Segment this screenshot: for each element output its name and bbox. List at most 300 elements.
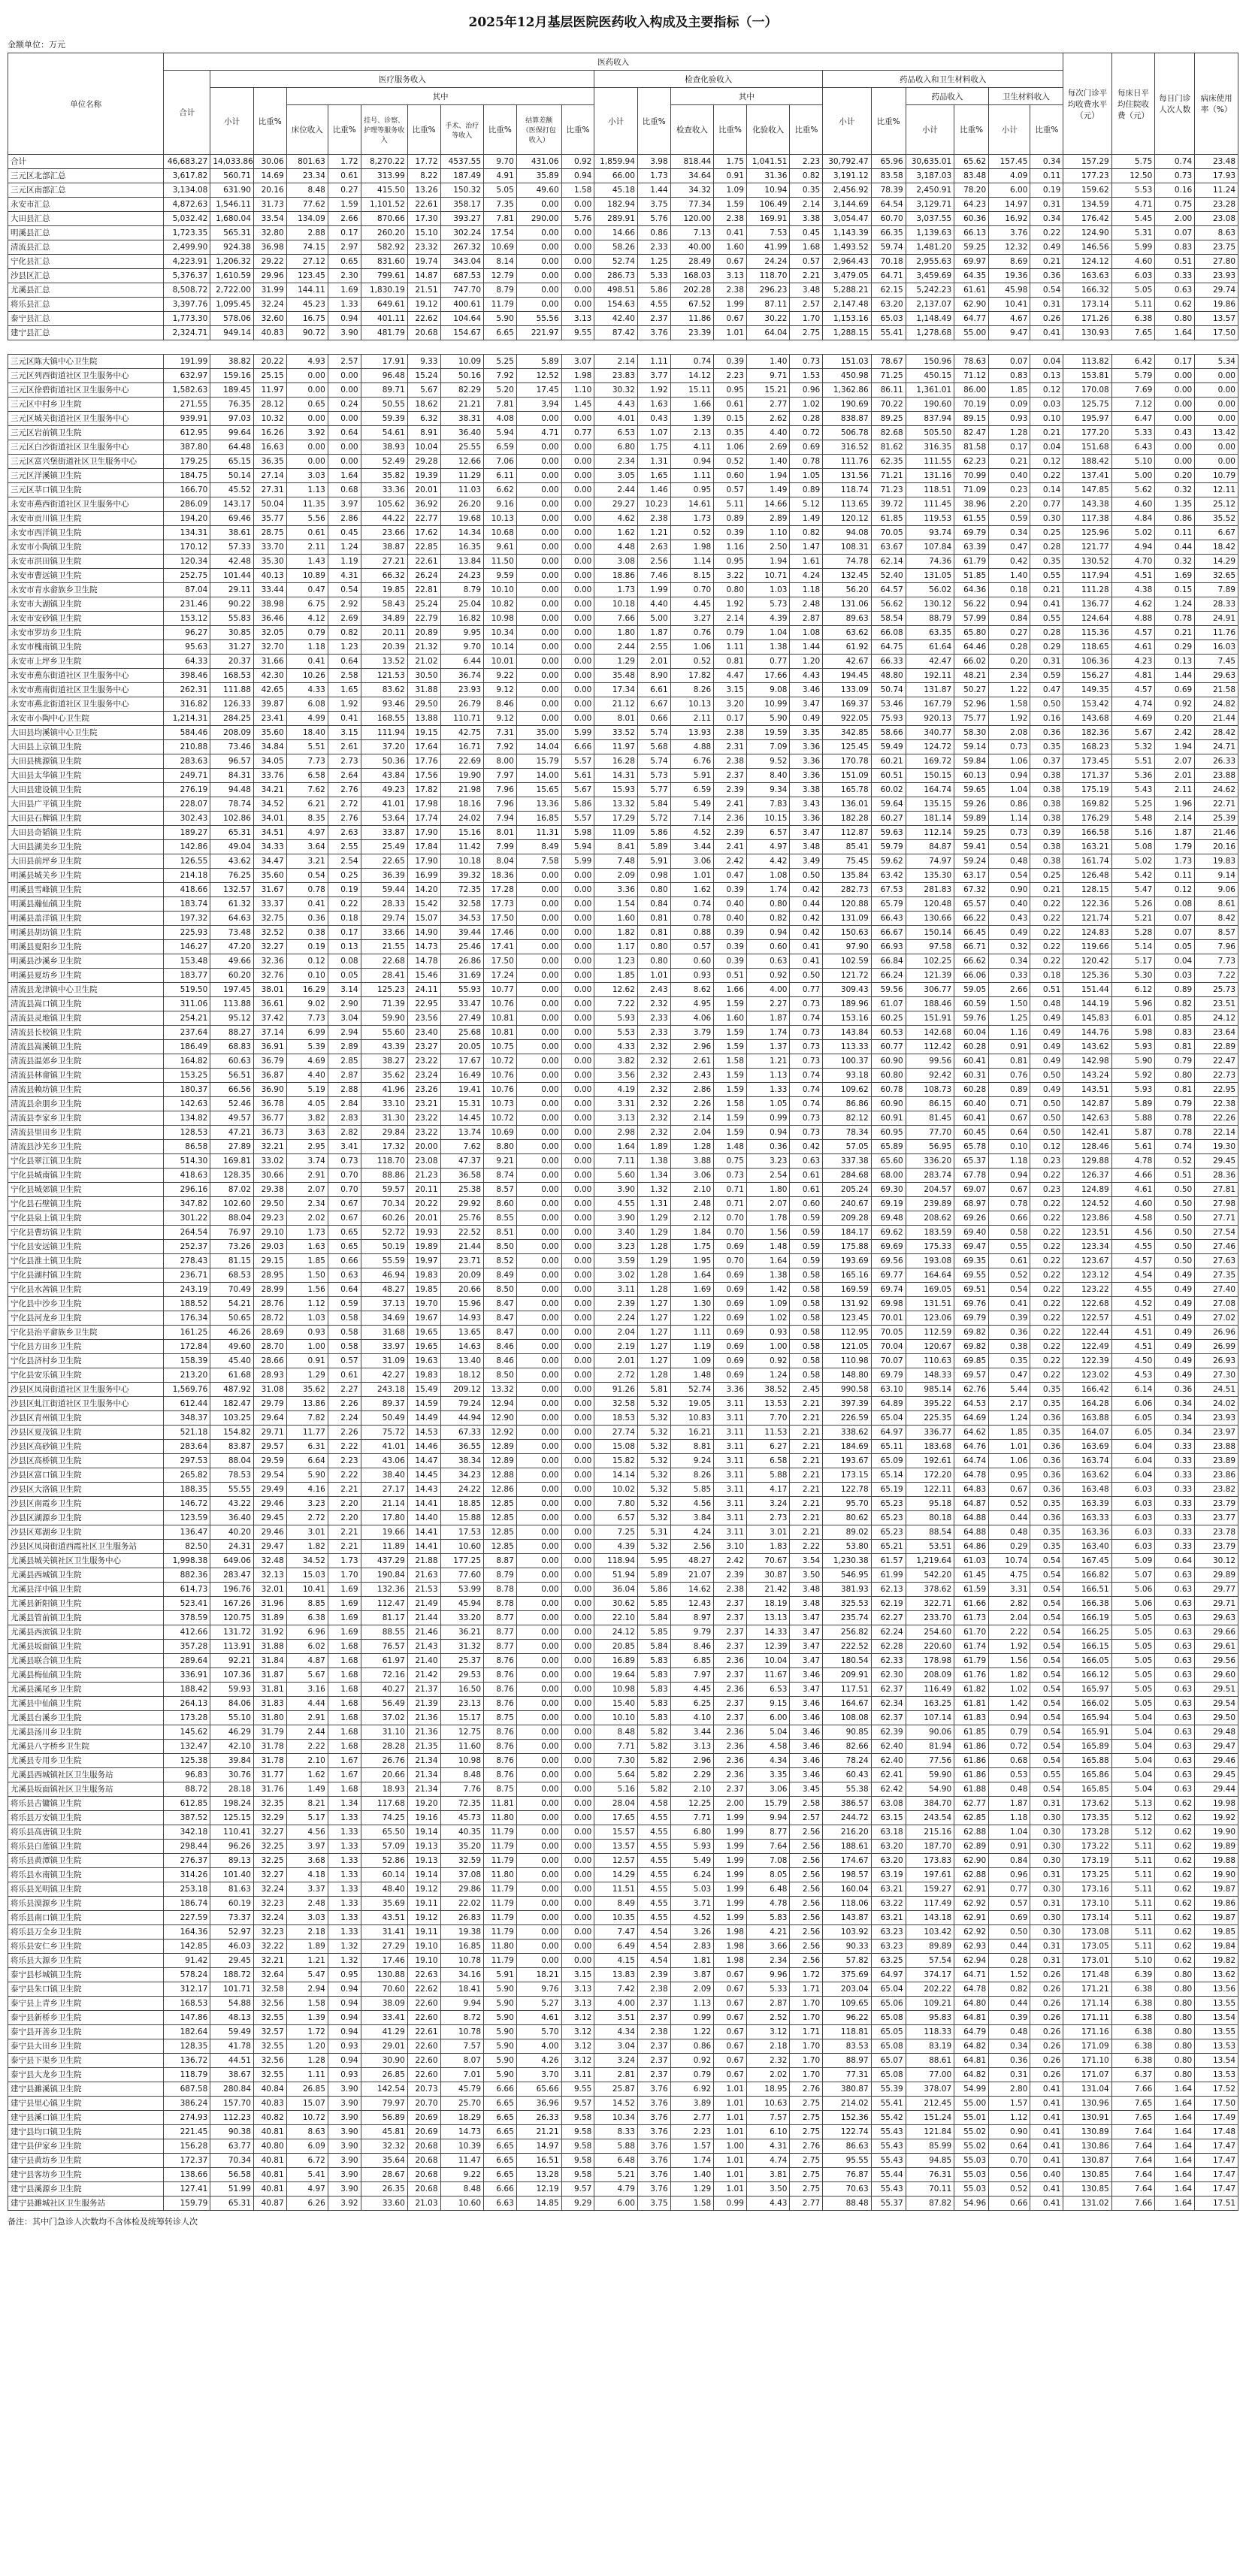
value-cell: 226.59: [823, 1411, 871, 1426]
value-cell: 0.00: [516, 1111, 561, 1126]
value-cell: 0.54: [989, 1283, 1030, 1297]
unit-name-cell: 泰宁县杉城镇卫生院: [8, 1968, 164, 1982]
value-cell: 0.00: [561, 298, 594, 312]
value-cell: 1.14: [670, 555, 714, 569]
value-cell: 95.70: [823, 1497, 871, 1511]
value-cell: 2.90: [328, 997, 361, 1011]
value-cell: 8.41: [594, 840, 638, 854]
value-cell: 65.23: [871, 1511, 906, 1525]
value-cell: 271.55: [164, 398, 210, 412]
value-cell: 25.70: [440, 2097, 484, 2111]
value-cell: 5.33: [1111, 426, 1155, 440]
value-cell: 0.00: [516, 483, 561, 497]
value-cell: 284.25: [210, 712, 254, 726]
value-cell: 4.84: [1111, 512, 1155, 526]
value-cell: 1.23: [328, 640, 361, 655]
value-cell: 1.28: [637, 1240, 670, 1254]
value-cell: 17.54: [484, 226, 517, 240]
unit-name-cell: 永安市洪田镇卫生院: [8, 555, 164, 569]
unit-name-cell: 尤溪县西城镇卫生院: [8, 1568, 164, 1583]
value-cell: 1.73: [637, 169, 670, 183]
value-cell: 387.80: [164, 440, 210, 455]
value-cell: 164.74: [906, 783, 954, 797]
value-cell: 57.82: [823, 1954, 871, 1968]
value-cell: 101.40: [210, 1868, 254, 1882]
value-cell: 4.53: [1111, 1368, 1155, 1383]
value-cell: 3.49: [790, 854, 823, 869]
value-cell: 2.02: [286, 1211, 328, 1226]
value-cell: 283.47: [210, 1568, 254, 1583]
value-cell: 54.21: [210, 1297, 254, 1311]
value-cell: 19.89: [407, 1240, 440, 1254]
value-cell: 0.00: [516, 455, 561, 469]
value-cell: 3.43: [790, 797, 823, 812]
value-cell: 0.50: [1155, 1197, 1195, 1211]
value-cell: 29.86: [440, 1882, 484, 1897]
value-cell: 0.00: [561, 1640, 594, 1654]
value-cell: 0.63: [1155, 1583, 1195, 1597]
value-cell: 84.06: [210, 1697, 254, 1711]
value-cell: 2.61: [670, 1054, 714, 1069]
value-cell: 33.10: [361, 1097, 407, 1111]
table-row: [8, 1583, 1238, 1597]
value-cell: 2.41: [714, 840, 747, 854]
value-cell: 2.23: [790, 155, 823, 169]
value-cell: 3.31: [989, 1583, 1030, 1597]
value-cell: 5.67: [561, 783, 594, 797]
value-cell: 34.84: [253, 740, 286, 754]
value-cell: 1.78: [746, 1211, 790, 1226]
value-cell: 29.64: [253, 1411, 286, 1426]
value-cell: 1.80: [746, 1183, 790, 1197]
value-cell: 14.45: [440, 1111, 484, 1126]
value-cell: 90.72: [286, 326, 328, 340]
value-cell: 125.15: [210, 1811, 254, 1825]
value-cell: 61.03: [954, 1554, 989, 1568]
value-cell: 31.08: [253, 1383, 286, 1397]
value-cell: 14.73: [440, 2125, 484, 2139]
value-cell: 159.79: [164, 2197, 210, 2211]
value-cell: 18.29: [440, 2111, 484, 2125]
value-cell: 2.22: [790, 1540, 823, 1554]
value-cell: 31.41: [361, 1925, 407, 1940]
value-cell: 0.36: [989, 1326, 1030, 1340]
value-cell: 0.94: [328, 1997, 361, 2011]
value-cell: 169.59: [823, 1283, 871, 1297]
value-cell: 3.94: [516, 398, 561, 412]
value-cell: 0.65: [286, 398, 328, 412]
unit-name-cell: 清流县灵地镇卫生院: [8, 1011, 164, 1026]
value-cell: 5.84: [637, 1611, 670, 1625]
value-cell: 801.63: [286, 155, 328, 169]
value-cell: 151.91: [906, 1011, 954, 1026]
value-cell: 32.52: [253, 926, 286, 940]
value-cell: 1.20: [790, 655, 823, 669]
value-cell: 0.94: [746, 1126, 790, 1140]
value-cell: 0.00: [516, 1654, 561, 1668]
value-cell: 60.13: [954, 769, 989, 783]
value-cell: 0.45: [328, 526, 361, 540]
value-cell: 40.81: [253, 2125, 286, 2139]
value-cell: 0.18: [1030, 969, 1063, 983]
value-cell: 3.15: [561, 1968, 594, 1982]
value-cell: 0.42: [790, 1140, 823, 1154]
value-cell: 126.37: [1063, 1169, 1111, 1183]
value-cell: 0.73: [790, 1026, 823, 1040]
value-cell: 1.44: [790, 640, 823, 655]
value-cell: 1.61: [790, 555, 823, 569]
value-cell: 0.26: [1030, 2011, 1063, 2025]
value-cell: 34.47: [253, 854, 286, 869]
value-cell: 306.77: [906, 983, 954, 997]
value-cell: 1.68: [328, 1740, 361, 1754]
value-cell: 5.51: [286, 740, 328, 754]
value-cell: 62.23: [954, 455, 989, 469]
value-cell: 112.14: [906, 826, 954, 840]
value-cell: 166.15: [1063, 1640, 1111, 1654]
value-cell: 17.66: [746, 669, 790, 683]
value-cell: 68.97: [954, 1197, 989, 1211]
value-cell: 15.79: [516, 754, 561, 769]
value-cell: 1.98: [714, 1925, 747, 1940]
value-cell: 2.21: [790, 269, 823, 283]
value-cell: 11.97: [253, 383, 286, 398]
value-cell: 14.66: [594, 226, 638, 240]
value-cell: 3.90: [328, 2082, 361, 2097]
value-cell: 50.55: [361, 398, 407, 412]
value-cell: 4.52: [1111, 1297, 1155, 1311]
value-cell: 2.75: [790, 2111, 823, 2125]
value-cell: 5.04: [1111, 1740, 1155, 1754]
value-cell: 0.73: [1155, 169, 1195, 183]
value-cell: 80.18: [906, 1511, 954, 1525]
value-cell: 0.00: [516, 583, 561, 597]
value-cell: 1.39: [286, 2011, 328, 2025]
value-cell: 172.37: [164, 2154, 210, 2168]
value-cell: 0.00: [561, 1283, 594, 1297]
value-cell: 0.41: [1030, 597, 1063, 612]
unit-name-cell: 明溪县胡坊镇卫生院: [8, 926, 164, 940]
table-row: [8, 1625, 1238, 1640]
value-cell: 1.70: [790, 1997, 823, 2011]
value-cell: 5.89: [516, 355, 561, 369]
value-cell: 0.21: [989, 455, 1030, 469]
value-cell: 1.63: [286, 1240, 328, 1254]
value-cell: 63.15: [871, 1811, 906, 1825]
value-cell: 173.83: [906, 1854, 954, 1868]
value-cell: 55.43: [871, 2182, 906, 2197]
header-exam: 检查收入: [670, 105, 714, 155]
value-cell: 1.03: [286, 1311, 328, 1326]
value-cell: 221.45: [164, 2125, 210, 2139]
value-cell: 96.27: [164, 626, 210, 640]
value-cell: 0.63: [1155, 1654, 1195, 1668]
value-cell: 0.79: [1155, 1097, 1195, 1111]
value-cell: 61.79: [954, 1654, 989, 1668]
table-row: [8, 569, 1238, 583]
value-cell: 62.90: [954, 298, 989, 312]
unit-name-cell: 将乐县高唐镇卫生院: [8, 1825, 164, 1840]
value-cell: 3.48: [790, 1583, 823, 1597]
value-cell: 0.66: [328, 1254, 361, 1268]
value-cell: 65.50: [361, 1825, 407, 1840]
value-cell: 1.42: [989, 1697, 1030, 1711]
value-cell: 505.50: [906, 426, 954, 440]
value-cell: 34.51: [253, 826, 286, 840]
value-cell: 32.35: [253, 1797, 286, 1811]
value-cell: 107.84: [906, 540, 954, 555]
value-cell: 2.76: [328, 783, 361, 797]
value-cell: 154.67: [440, 326, 484, 340]
value-cell: 95.63: [164, 640, 210, 655]
value-cell: 62.13: [871, 1583, 906, 1597]
value-cell: 10.13: [670, 697, 714, 712]
value-cell: 69.62: [871, 1226, 906, 1240]
value-cell: 0.34: [1155, 1426, 1195, 1440]
value-cell: 105.62: [361, 497, 407, 512]
value-cell: 14.52: [594, 2097, 638, 2111]
value-cell: 29.53: [440, 1668, 484, 1683]
value-cell: 29.27: [594, 497, 638, 512]
value-cell: 0.81: [1155, 1040, 1195, 1054]
value-cell: 0.00: [561, 1711, 594, 1725]
value-cell: 11.79: [484, 1825, 517, 1840]
value-cell: 68.83: [210, 1040, 254, 1054]
value-cell: 0.00: [516, 1054, 561, 1069]
value-cell: 165.86: [1063, 1768, 1111, 1782]
value-cell: 6.53: [594, 426, 638, 440]
value-cell: 1.57: [989, 2097, 1030, 2111]
value-cell: 0.80: [1155, 2054, 1195, 2068]
value-cell: 3.64: [286, 840, 328, 854]
value-cell: 4.60: [1111, 255, 1155, 269]
value-cell: 6.65: [484, 2125, 517, 2139]
table-row: [8, 1411, 1238, 1426]
value-cell: 0.65: [328, 255, 361, 269]
value-cell: 0.28: [1030, 626, 1063, 640]
value-cell: 88.86: [361, 1169, 407, 1183]
value-cell: 197.45: [210, 983, 254, 997]
value-cell: 53.51: [906, 1540, 954, 1554]
value-cell: 0.70: [670, 583, 714, 597]
value-cell: 16.28: [594, 754, 638, 769]
value-cell: 10.15: [746, 812, 790, 826]
value-cell: 0.69: [714, 1311, 747, 1326]
value-cell: 0.54: [1030, 1754, 1063, 1768]
value-cell: 167.79: [906, 697, 954, 712]
value-cell: 44.51: [210, 2054, 254, 2068]
value-cell: 0.85: [1155, 1011, 1195, 1026]
value-cell: 418.66: [164, 883, 210, 897]
value-cell: 0.44: [989, 1511, 1030, 1525]
value-cell: 23.34: [286, 169, 328, 183]
value-cell: 83.19: [906, 2039, 954, 2054]
value-cell: 5.32: [637, 1397, 670, 1411]
value-cell: 0.49: [1030, 240, 1063, 255]
value-cell: 93.74: [906, 526, 954, 540]
value-cell: 3.12: [561, 2054, 594, 2068]
value-cell: 10.82: [484, 597, 517, 612]
value-cell: 78.34: [823, 1126, 871, 1140]
value-cell: 143.87: [823, 1911, 871, 1925]
value-cell: 21.46: [407, 1625, 440, 1640]
value-cell: 183.68: [906, 1440, 954, 1454]
value-cell: 5.32: [1111, 740, 1155, 754]
value-cell: 22.73: [1195, 1069, 1238, 1083]
value-cell: 1.40: [746, 455, 790, 469]
value-cell: 6.62: [484, 483, 517, 497]
value-cell: 0.00: [1155, 455, 1195, 469]
value-cell: 7.92: [484, 369, 517, 383]
value-cell: 40.81: [253, 2182, 286, 2197]
value-cell: 5.96: [1111, 997, 1155, 1011]
value-cell: 0.00: [561, 983, 594, 997]
value-cell: 7.69: [1111, 383, 1155, 398]
value-cell: 19.36: [989, 269, 1030, 283]
header-avg-outpatient: 每次门诊平均收费水平（元）: [1063, 53, 1111, 155]
value-cell: 88.61: [906, 2054, 954, 2068]
value-cell: 45.40: [210, 1354, 254, 1368]
value-cell: 57.09: [361, 1840, 407, 1854]
value-cell: 1.58: [714, 1054, 747, 1069]
value-cell: 0.67: [989, 1183, 1030, 1197]
value-cell: 29.92: [440, 1197, 484, 1211]
value-cell: 29.46: [253, 1525, 286, 1540]
value-cell: 2.96: [670, 1040, 714, 1054]
value-cell: 29.56: [1195, 1654, 1238, 1668]
value-cell: 36.40: [440, 426, 484, 440]
value-cell: 1.33: [328, 298, 361, 312]
value-cell: 1,773.30: [164, 312, 210, 326]
value-cell: 838.87: [823, 412, 871, 426]
value-cell: 1.68: [328, 1711, 361, 1725]
value-cell: 76.31: [906, 2168, 954, 2182]
value-cell: 6.10: [746, 2125, 790, 2139]
value-cell: 1.33: [328, 1854, 361, 1868]
value-cell: 12.50: [1111, 169, 1155, 183]
value-cell: 5.06: [1111, 1597, 1155, 1611]
value-cell: 64.36: [954, 583, 989, 597]
value-cell: 384.70: [906, 1797, 954, 1811]
value-cell: 39.72: [871, 497, 906, 512]
value-cell: 1.32: [328, 1940, 361, 1954]
value-cell: 4,872.63: [164, 198, 210, 212]
value-cell: 1.49: [790, 512, 823, 526]
value-cell: 3.90: [328, 2139, 361, 2154]
value-cell: 53.46: [871, 697, 906, 712]
value-cell: 0.67: [714, 2054, 747, 2068]
value-cell: 31.78: [253, 1740, 286, 1754]
value-cell: 4.60: [1111, 1197, 1155, 1211]
value-cell: 1.67: [328, 1768, 361, 1782]
value-cell: 11.79: [484, 298, 517, 312]
value-cell: 2.38: [714, 212, 747, 226]
value-cell: 70.19: [954, 398, 989, 412]
value-cell: 4.55: [637, 298, 670, 312]
value-cell: 182.94: [594, 198, 638, 212]
value-cell: 5.28: [1111, 926, 1155, 940]
value-cell: 0.86: [1155, 512, 1195, 526]
value-cell: 0.00: [516, 1483, 561, 1497]
value-cell: 63.20: [871, 1854, 906, 1868]
value-cell: 0.86: [637, 226, 670, 240]
value-cell: 5.04: [1111, 1754, 1155, 1768]
value-cell: 30.32: [594, 383, 638, 398]
value-cell: 10.26: [286, 669, 328, 683]
value-cell: 0.00: [516, 1525, 561, 1540]
value-cell: 0.33: [989, 969, 1030, 983]
value-cell: 52.96: [954, 697, 989, 712]
value-cell: 10.04: [407, 440, 440, 455]
value-cell: 14.41: [407, 1497, 440, 1511]
value-cell: 6.65: [484, 326, 517, 340]
value-cell: 33.52: [594, 726, 638, 740]
value-cell: 3.45: [790, 1782, 823, 1797]
value-cell: 5.98: [561, 826, 594, 840]
value-cell: 0.39: [714, 526, 747, 540]
table-row: [8, 1069, 1238, 1083]
value-cell: 55.60: [361, 1026, 407, 1040]
value-cell: 348.37: [164, 1411, 210, 1426]
value-cell: 7.64: [1111, 2182, 1155, 2197]
value-cell: 0.24: [328, 398, 361, 412]
value-cell: 0.34: [1030, 155, 1063, 169]
unit-name-cell: 宁化县曹坊镇卫生院: [8, 1226, 164, 1240]
unit-label: 金额单位：万元: [8, 40, 65, 50]
value-cell: 0.57: [328, 1354, 361, 1368]
value-cell: 6.05: [1111, 1426, 1155, 1440]
value-cell: 34.33: [253, 840, 286, 854]
value-cell: 153.42: [1063, 697, 1111, 712]
value-cell: 6.38: [1111, 2025, 1155, 2039]
value-cell: 46.94: [361, 1268, 407, 1283]
value-cell: 10.99: [746, 697, 790, 712]
value-cell: 55.43: [871, 2139, 906, 2154]
value-cell: 0.70: [989, 2154, 1030, 2168]
value-cell: 1,859.94: [594, 155, 638, 169]
unit-name-cell: 大田县汇总: [8, 212, 164, 226]
value-cell: 163.25: [906, 1697, 954, 1711]
value-cell: 1.56: [989, 1654, 1030, 1668]
value-cell: 8.33: [594, 2125, 638, 2139]
value-cell: 0.22: [1030, 1340, 1063, 1354]
value-cell: 97.58: [906, 940, 954, 954]
value-cell: 46.26: [210, 1326, 254, 1340]
value-cell: 81.15: [210, 1254, 254, 1268]
value-cell: 4.01: [594, 412, 638, 426]
value-cell: 4.15: [594, 1954, 638, 1968]
value-cell: 5.05: [1111, 1697, 1155, 1711]
value-cell: 31.67: [253, 883, 286, 897]
value-cell: 1.57: [670, 2139, 714, 2154]
value-cell: 0.92: [746, 1354, 790, 1368]
value-cell: 0.00: [328, 369, 361, 383]
value-cell: 2.43: [637, 983, 670, 997]
value-cell: 1.21: [746, 1054, 790, 1069]
value-cell: 0.36: [1030, 1483, 1063, 1497]
value-cell: 0.38: [989, 1340, 1030, 1354]
value-cell: 60.77: [871, 1040, 906, 1054]
value-cell: 40.81: [253, 2154, 286, 2168]
value-cell: 38.52: [746, 1383, 790, 1397]
value-cell: 7.65: [1111, 2097, 1155, 2111]
value-cell: 5.82: [637, 1725, 670, 1740]
value-cell: 55.37: [871, 2197, 906, 2211]
value-cell: 3,479.05: [823, 269, 871, 283]
value-cell: 17.50: [1195, 326, 1238, 340]
value-cell: 4.51: [1111, 1326, 1155, 1340]
value-cell: 1.00: [714, 2139, 747, 2154]
